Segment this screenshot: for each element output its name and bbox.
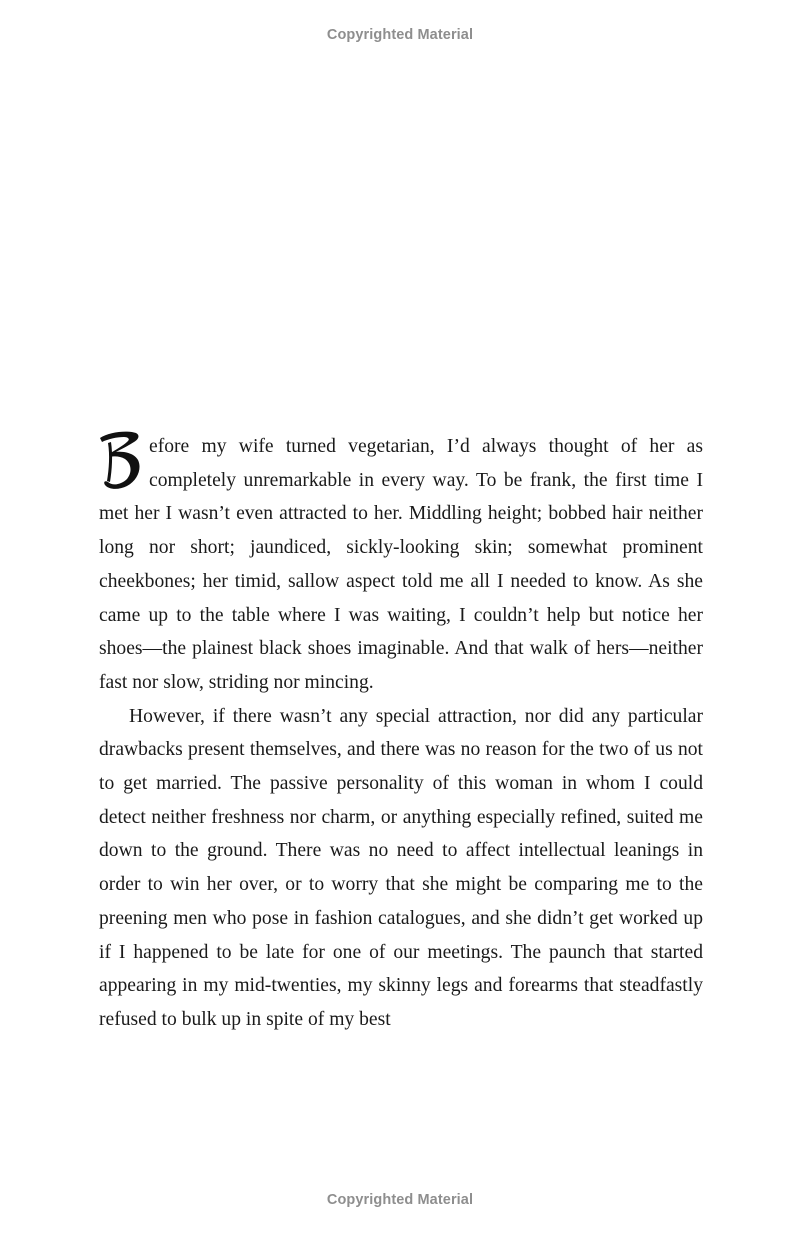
body-text: [99, 430, 703, 1037]
copyright-watermark-bottom: Copyrighted Material: [326, 1192, 474, 1208]
paragraph-1-text: efore my wife turned vegetarian, I’d always thought of her as completely unremarkable in every way. To be frank, the first time I met her I wasn’t even attracted to her. Middling height; bobbed hair neither long nor short; jaundiced, sickly-looking skin; somewhat prominent cheekbones; her timid, sallow aspect told me all I needed to know. As she came up to the table where I was waiting, I couldn’t help but notice her shoes—the plainest black shoes imaginable. And that walk of hers—neither fast nor slow, striding nor mincing.: [99, 436, 703, 693]
paragraph-1: [99, 430, 703, 700]
drop-cap-b-glyph: [97, 430, 145, 492]
paragraph-2: However, if there wasn’t any special attraction, nor did any particular drawbacks present themselves, and there was no reason for the two of us not to get married. The passive personality of this woman in whom I could detect neither freshness nor charm, or anything especially refined, suited me down to the ground. There was no need to affect intellectual leanings in order to win her over, or to worry that she might be comparing me to the preening men who pose in fashion catalogues, and she didn’t get worked up if I happened to be late for one of our meetings. The paunch that started appearing in my mid-twenties, my skinny legs and forearms that steadfastly refused to bulk up in spite of my best: [99, 705, 703, 1030]
drop-cap-b: [97, 430, 145, 492]
copyright-watermark-top: Copyrighted Material: [326, 27, 474, 43]
